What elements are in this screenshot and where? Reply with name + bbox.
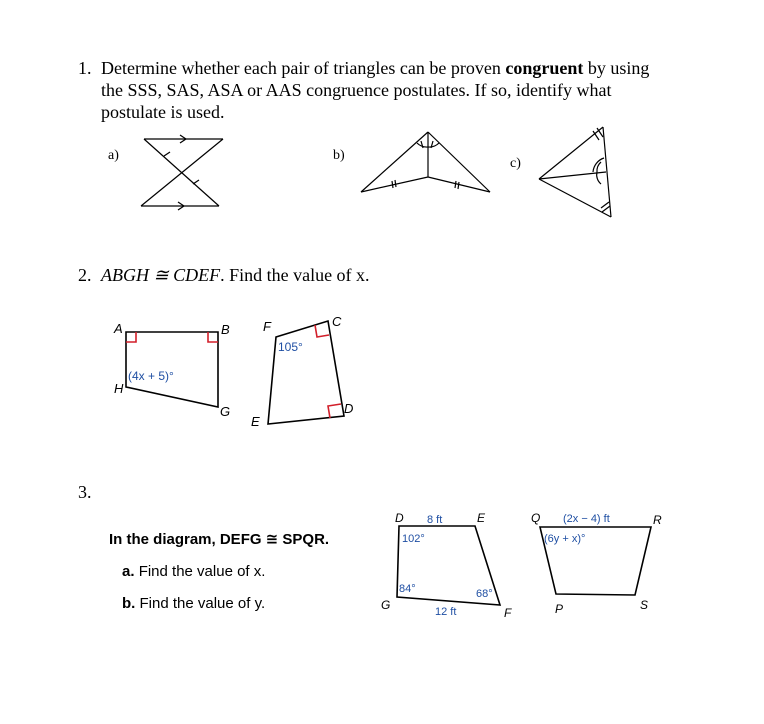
q2-label-G: G	[220, 404, 231, 419]
q2-figure	[100, 305, 370, 435]
q3-label-Q: Q	[531, 511, 541, 525]
fig-c-angle-1	[597, 162, 601, 172]
q2-angle-H-label: (4x + 5)°	[128, 369, 174, 383]
q3-part-b-label: b.	[122, 595, 136, 612]
q1-label-b: b)	[333, 148, 345, 163]
fig-b-tick-r1	[455, 181, 456, 188]
q1-line1	[101, 57, 741, 79]
q1-figure-c	[535, 122, 625, 222]
fig-a-tick-1	[164, 152, 170, 156]
q3-label-P: P	[555, 602, 564, 616]
q2-label-D: D	[344, 401, 354, 416]
q2-right-angle-A	[126, 332, 136, 342]
fig-b-left-side	[361, 132, 428, 192]
fig-c-angle-2	[597, 172, 601, 184]
q2-label-C: C	[332, 314, 342, 329]
fig-c-middle	[539, 172, 606, 179]
q2-number: 2.	[78, 265, 92, 285]
q2-right-angle-C	[315, 325, 329, 337]
q2-angle-F-label: 105°	[278, 340, 303, 354]
q2-statement: ABGH ≅ CDEF	[101, 265, 221, 285]
q3-part-b	[122, 595, 265, 612]
q3-side-DE: 8 ft	[427, 514, 443, 526]
q1-line2: the SSS, SAS, ASA or AAS congruence postulates. If so, identify what	[101, 80, 612, 100]
fig-b-angle-right	[428, 143, 439, 147]
fig-a-tick-2	[193, 180, 199, 184]
q2-label-E: E	[251, 414, 260, 429]
q1-figure-a	[130, 130, 240, 215]
q3-angle-D: 102°	[402, 533, 425, 545]
q3-intro: In the diagram, DEFG ≅ SPQR.	[109, 531, 330, 548]
q3-part-b-text: Find the value of y.	[139, 595, 266, 612]
q2-label-A: A	[114, 321, 123, 336]
q1-bold: congruent	[505, 58, 584, 78]
q3-label-E: E	[477, 511, 486, 525]
fig-b-bottom-left	[361, 177, 428, 192]
q1-text-end: by using	[583, 58, 650, 78]
q3-label-S: S	[640, 598, 649, 612]
q1-text-pre: Determine whether each pair of triangles can be proven	[101, 58, 506, 78]
fig-a-diagonal-2	[141, 139, 223, 206]
fig-b-tick-l1	[392, 181, 393, 188]
q1-label-c: c)	[510, 156, 521, 171]
q1-line3: postulate is used.	[101, 102, 225, 122]
q3-label-D: D	[395, 511, 404, 525]
fig-b-angle-tick-l	[421, 141, 423, 148]
q2-label-F: F	[263, 319, 271, 334]
q2-text	[101, 264, 370, 286]
q2-label-B: B	[221, 322, 230, 337]
q3-figure	[380, 505, 670, 625]
q1-number: 1.	[78, 58, 92, 78]
fig-c-bottom-side	[539, 179, 611, 217]
q1-text	[101, 57, 741, 123]
q3-label-G: G	[381, 598, 391, 612]
q3-side-QR: (2x − 4) ft	[563, 513, 610, 525]
q3-angle-F: 68°	[476, 588, 493, 600]
fig-b-tick-r2	[458, 182, 459, 189]
q2-quad-cdef	[268, 321, 344, 424]
q3-side-GF: 12 ft	[435, 606, 457, 618]
q1-label-a: a)	[108, 148, 119, 163]
q2-find: . Find the value of x.	[220, 265, 370, 285]
q3-angle-Q: (6y + x)°	[544, 533, 586, 545]
q3-part-a	[122, 563, 265, 580]
q3-label-F: F	[504, 606, 512, 620]
q3-part-a-text: Find the value of x.	[138, 563, 266, 580]
q3-part-a-label: a.	[122, 563, 135, 580]
fig-b-tick-l2	[395, 180, 396, 187]
q1-figure-b	[355, 125, 495, 200]
q3-angle-G: 84°	[399, 583, 416, 595]
q2-right-angle-B	[208, 332, 218, 342]
q3-number: 3.	[78, 482, 92, 502]
q2-label-H: H	[114, 381, 124, 396]
q3-label-R: R	[653, 513, 662, 527]
